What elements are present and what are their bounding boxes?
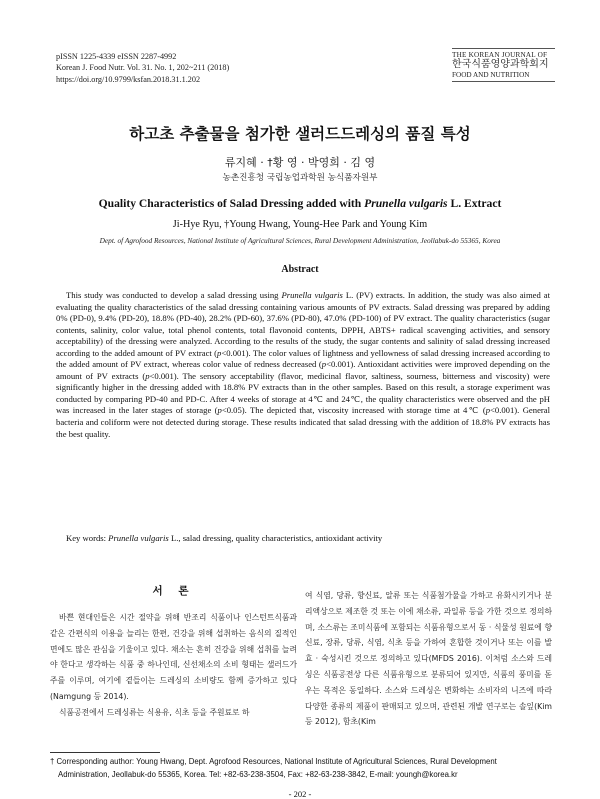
footnote-line-2: Administration, Jeollabuk-do 55365, Korea. Tel: +82-63-238-3504, Fax: +82-63-238-3842, E-mail: youngh@korea.kr xyxy=(58,769,458,779)
footnote-divider xyxy=(50,752,160,753)
abstract-pvalue-3: p xyxy=(145,370,150,381)
corresponding-author-footnote xyxy=(50,756,550,781)
intro-paragraph-1: 바쁜 현대인들은 시간 절약을 위해 반조리 식품이나 인스턴트식품과 같은 간편식의 이용을 늘리는 한편, 건강을 위해 섭취하는 음식의 질적인 면에도 많은 관심을 기울이고 있다. 채소는 흔히 건강을 위해 섭취를 늘려야 한다고 생각하는 식품 중 하나인데, 신선채소의 소비 형태는 샐러드가 주를 이루며, 여기에 곁들이는 드레싱의 소비량도 함께 증가하고 있다(Namgung 등 2014). xyxy=(50,613,297,701)
body-column-right xyxy=(305,588,552,730)
abstract-heading: Abstract xyxy=(281,264,319,275)
abstract-text-4: <0.001). Antioxidant activities were improved depending on the amount of PV extracts ( xyxy=(56,359,550,381)
abstract-pvalue-4: p xyxy=(217,405,222,416)
citation-block xyxy=(56,51,229,85)
section-heading-introduction: 서 론 xyxy=(152,585,195,597)
title-korean: 하고초 추출물을 첨가한 샐러드드레싱의 품질 특성 xyxy=(129,125,471,143)
authors-korean: 류지혜 · †황 영 · 박영희 · 김 영 xyxy=(224,156,376,169)
title-english xyxy=(0,197,600,210)
abstract-text-6: <0.05). The depicted that, viscosity increased with storage time at 4℃ ( xyxy=(221,405,486,416)
keywords-list: L., salad dressing, quality characteristics, antioxidant activity xyxy=(168,533,383,543)
page-number: - 202 - xyxy=(288,789,312,799)
abstract-text-5: <0.001). The sensory acceptability (flavor, medicinal flavor, saltiness, sourness, bitterness and viscosity) were significantly higher in the dressing added with 18.8% PV extracts than in the other samples. Based on this result, a storage experiment was conducted by comparing PD-40 and PD-C. After 4 weeks of storage at 4℃ and 24℃, the quality characteristics were observed and the pH was increased in the later stages of storage ( xyxy=(56,370,550,416)
title-en-species: Prunella vulgaris xyxy=(364,197,448,210)
journal-name-en-top: THE KOREAN JOURNAL OF xyxy=(452,51,548,59)
intro-paragraph-continued: 여 식염, 당류, 향신료, 알류 또는 식품첨가물을 가하고 유화시키거나 분리액상으로 제조한 것 또는 이에 채소류, 과일류 등을 가한 것으로 정의하며, 소스류는 조미식품에 포함되는 식품유형으로서 동 · 식물성 원료에 향신료, 장류, 당류, 식염, 식초 등을 가하여 혼합한 것이거나 또는 이를 발효 · 숙성시킨 것으로 정의하고 있다(MFDS 2016). 이처럼 소스와 드레싱은 식품공전상 다른 식품유형으로 분류되어 있지만, 식품의 풍미를 돋우는 목적은 동일하다. 소스와 드레싱은 변화하는 소비자의 니즈에 따라 다양한 종류의 제품이 판매되고 있으며, 관련된 개발 연구로는 솔잎(Kim 등 2012), 함초(Kim xyxy=(305,591,552,727)
body-column-left xyxy=(50,584,297,721)
abstract-text-1: This study was conducted to develop a salad dressing using xyxy=(66,290,282,300)
abstract-pvalue-2: p xyxy=(321,359,327,370)
issn-line: pISSN 1225-4339 eISSN 2287-4992 xyxy=(56,52,177,61)
abstract-species: Prunella vulgaris xyxy=(281,290,343,300)
affiliation-english: Dept. of Agrofood Resources, National Institute of Agricultural Sciences, Rural Development Administration, Jeollabuk-do 55365, Korea xyxy=(99,236,501,245)
keywords-line xyxy=(56,533,550,545)
citation-line: Korean J. Food Nutr. Vol. 31. No. 1, 202~211 (2018) xyxy=(56,63,230,73)
authors-english: Ji-Hye Ryu, †Young Hwang, Young-Hee Park and Young Kim xyxy=(172,219,428,230)
affiliation-korean: 농촌진흥청 국립농업과학원 농식품자원부 xyxy=(222,173,378,183)
abstract-pvalue-1: p xyxy=(217,347,222,358)
intro-paragraph-2: 식품공전에서 드레싱류는 식용유, 식초 등을 주원료로 하 xyxy=(59,707,250,717)
doi-link[interactable]: https://doi.org/10.9799/ksfan.2018.31.1.202 xyxy=(56,74,201,84)
abstract-text-7: <0.001). General bacteria and coliform were not detected during storage. These results indicated that salad dressing with the addition of 18.8% PV extracts has the best quality. xyxy=(56,405,550,439)
abstract-text-2: L. (PV) extracts. In addition, the study was also aimed at evaluating the quality characteristics of the salad dressing containing various amounts of PV extracts. Salad dressing was prepared by adding 0% (PD-0), 9.4% (PD-20), 18.8% (PD-40), 28.2% (PD-60), 37.6% (PD-80), 47.0% (PD-100) of PV extract. The quality characteristics (sugar contents, salinity, color value, total phenol contents, total flavonoid contents, DPPH, ABTS+ radical scavenging activities, and sensory acceptability) of the dressing were analyzed. According to the results of the study, the sugar contents and salinity of salad dressing increased according to the added amount of PV extract ( xyxy=(56,290,550,358)
title-en-part2: L. Extract xyxy=(447,197,502,210)
abstract-text-3: <0.001). The color values of lightness and yellowness of salad dressing increased according to the added amount of PV extract, whereas color value of redness decreased ( xyxy=(56,347,550,370)
journal-logo-block xyxy=(452,48,555,84)
title-en-part1: Quality Characteristics of Salad Dressing added with xyxy=(98,197,365,210)
logo-rule-bottom xyxy=(452,81,555,82)
abstract-pvalue-5: p xyxy=(485,405,491,416)
footnote-line-1: † Corresponding author: Young Hwang, Dept. Agrofood Resources, National Institute of Agricultural Sciences, Rural Development xyxy=(50,757,497,766)
journal-name-ko: 한국식품영양과학회지 xyxy=(452,59,549,70)
abstract-body xyxy=(56,290,550,440)
journal-name-en-bottom: FOOD AND NUTRITION xyxy=(452,71,530,79)
logo-rule-top xyxy=(452,48,555,49)
keywords-label: Key words: xyxy=(66,533,109,543)
keywords-species: Prunella vulgaris xyxy=(108,533,169,543)
